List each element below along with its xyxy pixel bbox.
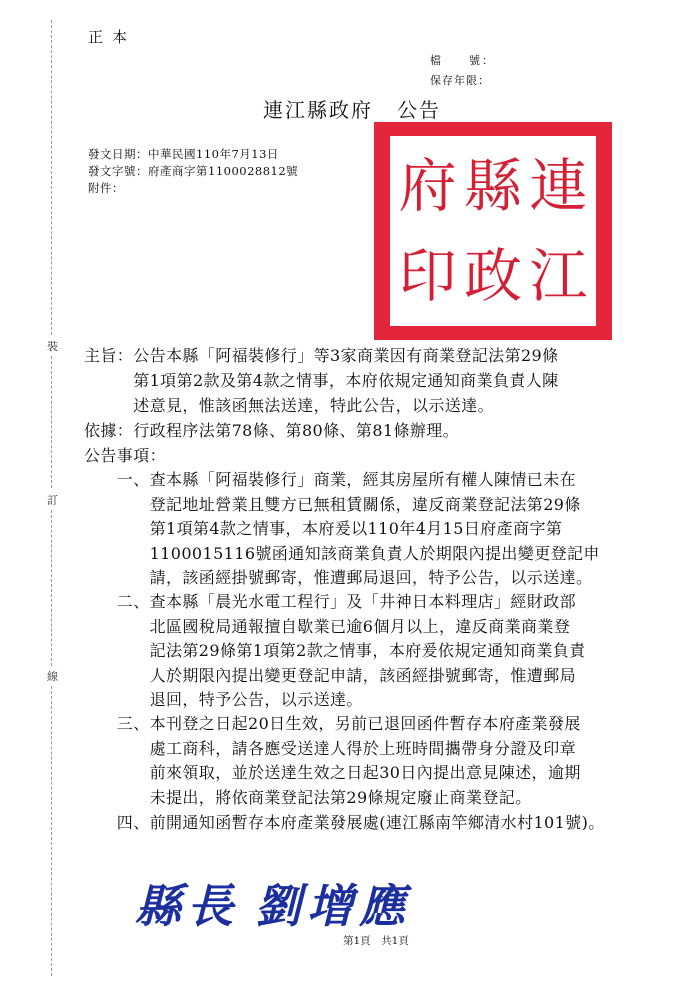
basis-line: 依據：行政程序法第78條、第80條、第81條辦理。 (84, 421, 460, 440)
seal-char: 政 (463, 242, 522, 310)
item-three-line: 前來領取，並於送達生效之日起30日內提出意見陳述，逾期 (84, 763, 581, 782)
official-seal (374, 122, 612, 340)
item-two-line: 退回，特予公告，以示送達。 (84, 690, 363, 709)
seal-char: 縣 (463, 152, 522, 220)
binding-line (51, 356, 53, 488)
file-number-label: 檔 號： (430, 54, 495, 67)
document-title (263, 94, 441, 123)
seal-char: 連 (529, 152, 588, 220)
binding-mark-xian: 線 (47, 670, 58, 683)
item-two-line: 北區國稅局通報擅自歇業已逾6個月以上，違反商業商業登 (84, 617, 571, 636)
item-one-line: 請，該函經掛號郵寄，惟遭郵局退回，特予公告，以示送達。 (84, 568, 593, 587)
signature-name: 劉增應 (255, 879, 411, 933)
binding-mark-ding: 訂 (47, 494, 58, 507)
item-two-line: 二、查本縣「晨光水電工程行」及「井神日本料理店」經財政部 (84, 592, 577, 611)
binding-mark-zhuang: 裝 (47, 340, 58, 353)
document-type: 公告 (397, 98, 441, 122)
issue-number: 發文字號：府產商字第1100028812號 (88, 164, 299, 178)
item-three-line: 三、本刊登之日起20日生效，另前已退回函件暫存本府產業發展 (84, 714, 581, 733)
item-one-line: 1100015116號函通知該商業負責人於期限內提出變更登記申 (84, 544, 600, 563)
retention-period-label: 保存年限： (430, 74, 490, 87)
binding-line (51, 510, 53, 666)
signature-title: 縣長 (135, 879, 239, 933)
magistrate-signature (135, 870, 411, 936)
item-one-line: 登記地址營業且雙方已無租賃關係，違反商業登記法第29條 (84, 495, 581, 514)
subject-line: 述意見，惟該函無法送達，特此公告，以示送達。 (84, 396, 495, 415)
item-two-line: 記法第29條第1項第2款之情事，本府爰依規定通知商業負責 (84, 641, 586, 660)
seal-char: 江 (529, 242, 588, 310)
subject-line: 第1項第2款及第4款之情事，本府依規定通知商業負責人陳 (84, 371, 559, 390)
item-three-line: 未提出，將依商業登記法第29條規定廢止商業登記。 (84, 788, 532, 807)
item-four-line: 四、前開通知函暫存本府產業發展處(連江縣南竿鄉清水村101號)。 (84, 813, 605, 832)
item-one-line: 一、查本縣「阿福裝修行」商業，經其房屋所有權人陳情已未在 (84, 470, 577, 489)
page-number: 第1頁 共1頁 (343, 935, 409, 947)
agency-name: 連江縣政府 (263, 98, 373, 122)
item-three-line: 處工商科，請各應受送達人得於上班時間攜帶身分證及印章 (84, 739, 577, 758)
copy-type-label: 正本 (88, 28, 137, 46)
seal-char: 府 (398, 152, 457, 220)
item-one-line: 第1項第4款之情事，本府爰以110年4月15日府產商字第 (84, 519, 563, 538)
binding-line (51, 20, 53, 335)
attachment-label: 附件： (88, 181, 124, 195)
binding-line (51, 686, 53, 976)
item-two-line: 人於期限內提出變更登記申請，該函經掛號郵寄，惟遭郵局 (84, 666, 577, 685)
subject-line: 主旨：公告本縣「阿福裝修行」等3家商業因有商業登記法第29條 (84, 346, 559, 365)
items-heading: 公告事項： (84, 446, 167, 465)
issue-date: 發文日期：中華民國110年7月13日 (88, 147, 279, 161)
seal-char: 印 (398, 242, 457, 310)
